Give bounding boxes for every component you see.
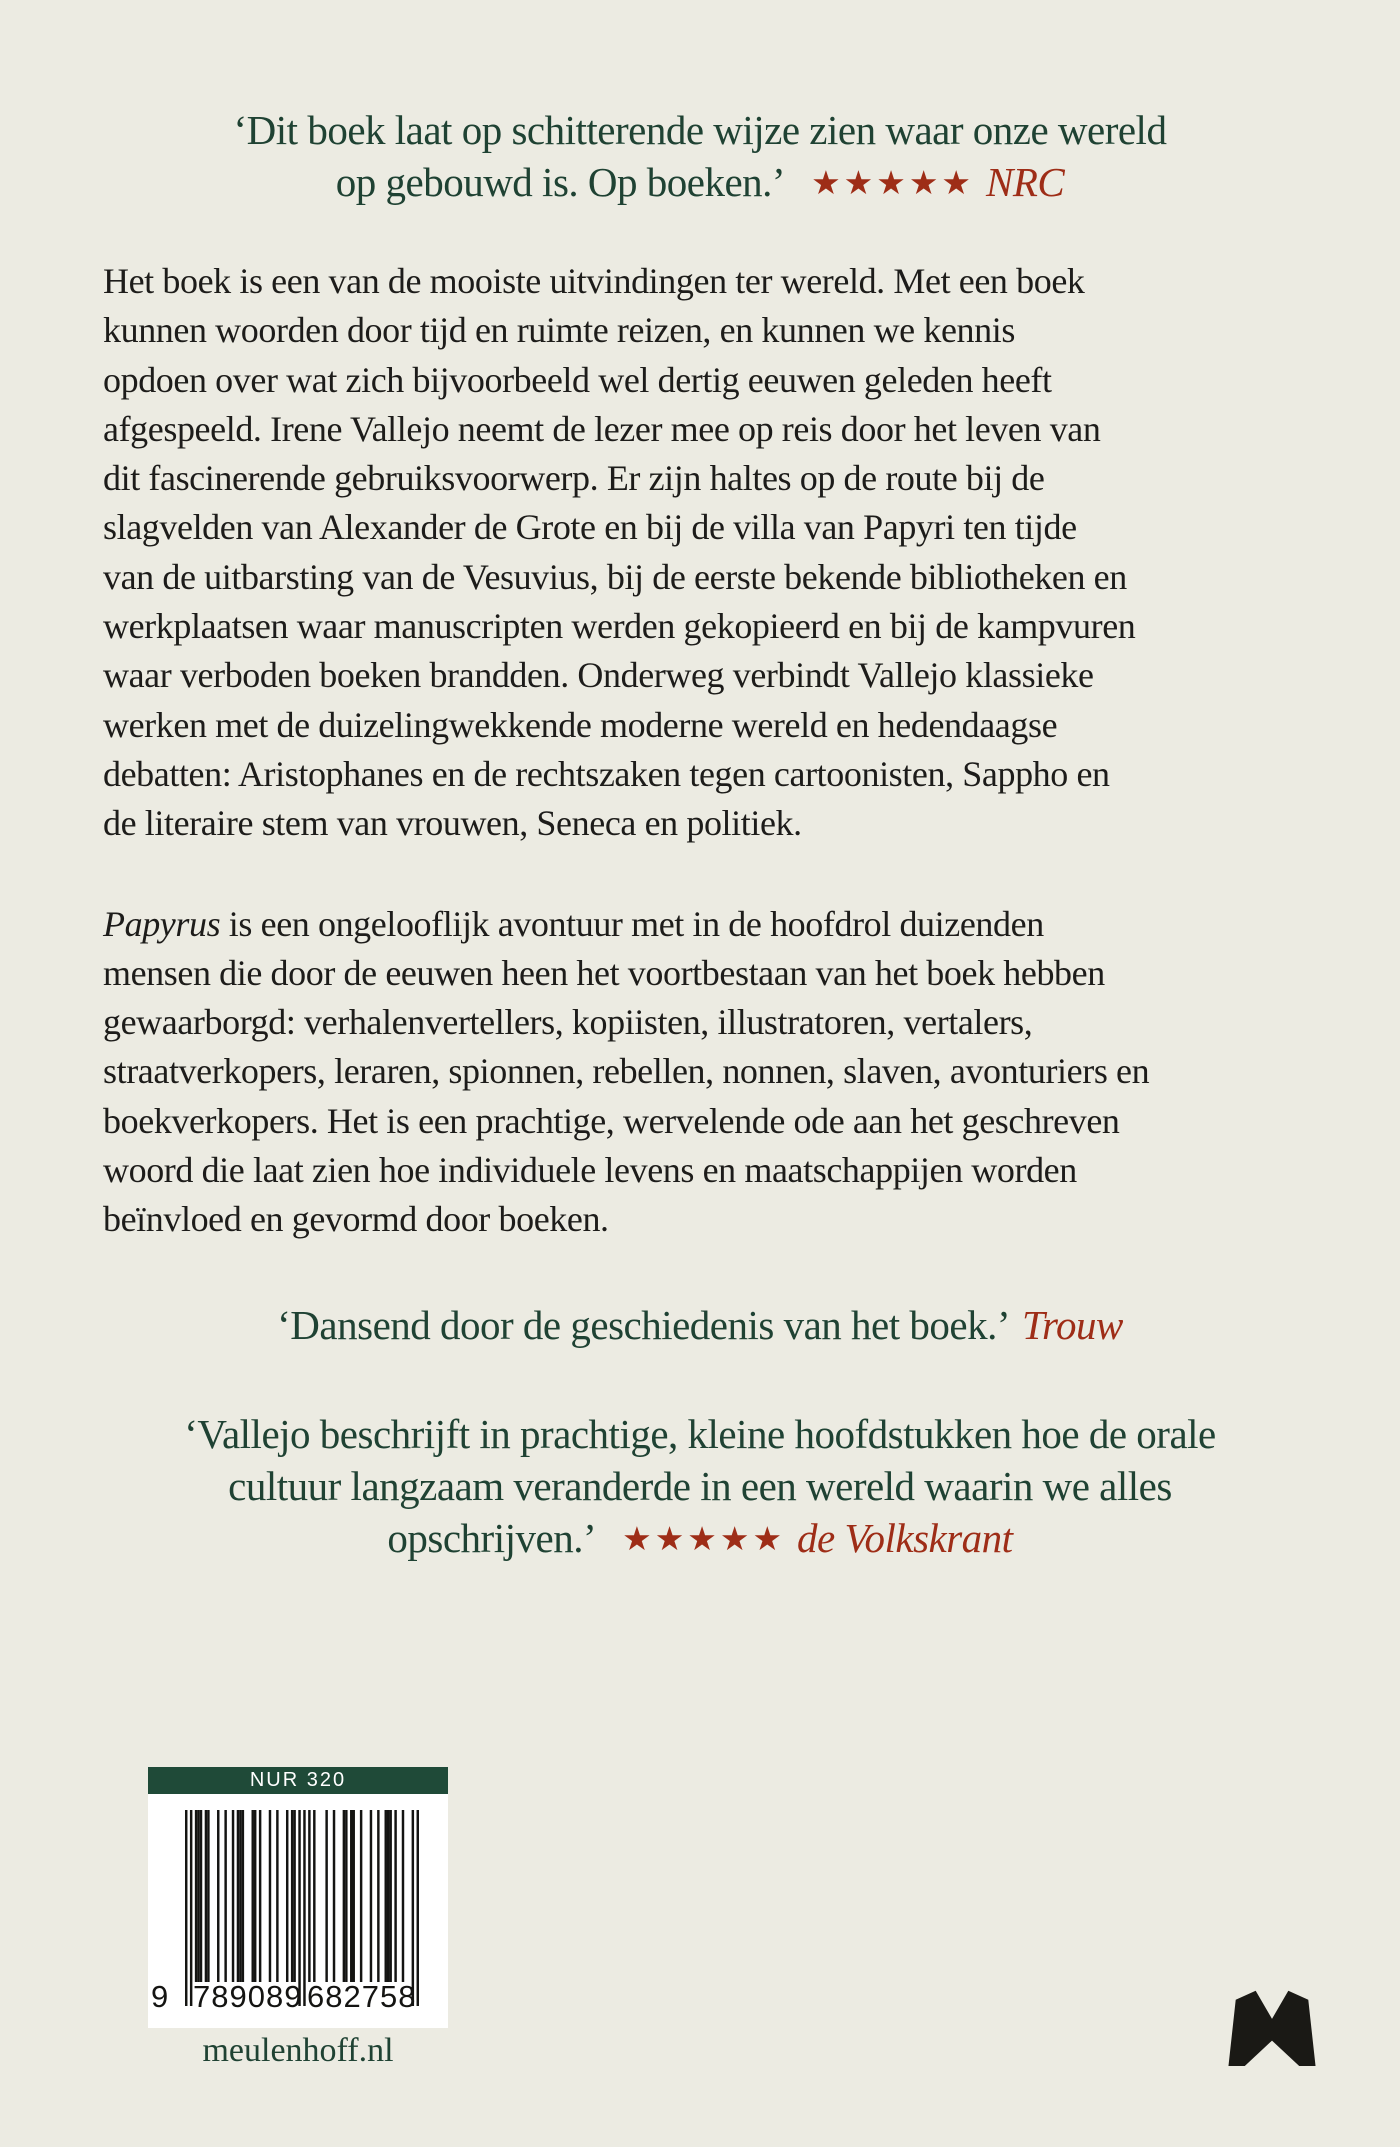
quote-line-1: ‘Vallejo beschrijft in prachtige, kleine hoofdstukken hoe de orale (184, 1411, 1216, 1457)
quote-line-3 (0, 1512, 1400, 1565)
text-line: beïnvloed en gevormd door boeken. (103, 1199, 609, 1240)
quote-text: opschrijven.’ (387, 1515, 597, 1561)
isbn-digit-group-2: 682758 (307, 1979, 417, 2014)
text-line: boekverkopers. Het is een prachtige, wervelende ode aan het geschreven (103, 1100, 1120, 1141)
text-line: kunnen woorden door tijd en ruimte reizen, en kunnen we kennis (103, 310, 1015, 351)
quote-line-2 (0, 156, 1400, 209)
five-stars-rating: ★★★★★ (811, 163, 974, 202)
quote-line-1: ‘Dit boek laat op schitterende wijze zien waar onze wereld (233, 107, 1167, 153)
description-paragraph-2 (103, 900, 1318, 1245)
barcode-block (148, 1767, 448, 2028)
isbn-digit-group-1: 789089 (193, 1979, 303, 2014)
text-segment: is een ongelooflijk avontuur met in de hoofdrol duizenden (220, 903, 1044, 944)
book-description (103, 257, 1318, 1245)
nur-banner: NUR 320 (148, 1767, 448, 1794)
five-stars-rating: ★★★★★ (622, 1519, 786, 1558)
review-source-nrc: NRC (985, 159, 1065, 205)
text-line (103, 900, 1318, 949)
text-line: waar verboden boeken brandden. Onderweg verbindt Vallejo klassieke (103, 655, 1094, 696)
press-quote-volkskrant (0, 1408, 1400, 1565)
text-line: Het boek is een van de mooiste uitvindingen ter wereld. Met een boek (103, 261, 1085, 301)
text-line: de literaire stem van vrouwen, Seneca en politiek. (103, 803, 802, 844)
review-source-volkskrant: de Volkskrant (797, 1515, 1013, 1561)
text-line: van de uitbarsting van de Vesuvius, bij de eerste bekende bibliotheken en (103, 556, 1127, 597)
text-line: mensen die door de eeuwen heen het voortbestaan van het boek hebben (103, 952, 1105, 993)
paragraph-lines (103, 949, 1318, 1245)
quote-line-2: cultuur langzaam veranderde in een wereld waarin we alles (228, 1463, 1172, 1509)
isbn-lead-digit: 9 (151, 1979, 170, 2014)
ean-barcode (185, 1810, 419, 2006)
quote-line (0, 1299, 1400, 1351)
publisher-website: meulenhoff.nl (202, 2032, 394, 2069)
text-line: werken met de duizelingwekkende moderne wereld en hedendaagse (103, 704, 1058, 745)
press-quote-trouw (0, 1299, 1400, 1351)
quote-text: op gebouwd is. Op boeken.’ (335, 159, 786, 205)
text-line: gewaarborgd: verhalenvertellers, kopiisten, illustratoren, vertalers, (103, 1002, 1033, 1043)
text-line: straatverkopers, leraren, spionnen, rebellen, nonnen, slaven, avonturiers en (103, 1051, 1150, 1092)
text-line: woord die laat zien hoe individuele levens en maatschappijen worden (103, 1150, 1077, 1191)
text-line: slagvelden van Alexander de Grote en bij de villa van Papyri ten tijde (103, 507, 1077, 548)
review-source-trouw: Trouw (1022, 1302, 1123, 1348)
text-line: werkplaatsen waar manuscripten werden gekopieerd en bij de kampvuren (103, 606, 1136, 647)
book-title-italic: Papyrus (103, 903, 221, 944)
text-line: debatten: Aristophanes en de rechtszaken tegen cartoonisten, Sappho en (103, 753, 1110, 794)
logo-letter-m (1228, 1991, 1315, 2066)
text-line: dit fascinerende gebruiksvoorwerp. Er zijn haltes op de route bij de (103, 458, 1045, 499)
text-line: afgespeeld. Irene Vallejo neemt de lezer mee op reis door het leven van (103, 408, 1101, 449)
meulenhoff-logo (1226, 1988, 1318, 2066)
text-line: opdoen over wat zich bijvoorbeeld wel dertig eeuwen geleden heeft (103, 359, 1052, 400)
description-paragraph-1 (103, 257, 1318, 849)
press-quote-nrc (0, 104, 1400, 209)
quote-text: ‘Dansend door de geschiedenis van het boek.’ (277, 1302, 1010, 1348)
